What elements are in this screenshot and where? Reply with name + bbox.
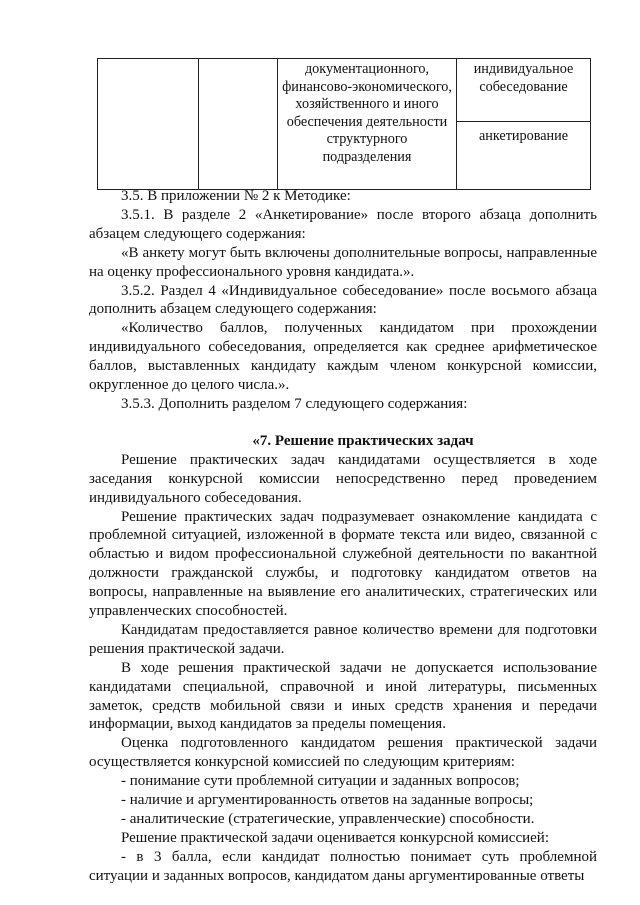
paragraph-tasks-timing: Решение практических задач кандидатами осуществляется в ходе заседания конкурсной комиссии непосредственно перед проведением индивидуального собеседования. xyxy=(89,451,597,506)
paragraph-3-5: 3.5. В приложении № 2 к Методике: xyxy=(121,188,351,204)
paragraph-restrictions: В ходе решения практической задачи не допускается использование кандидатами специальной, справочной и иной литературы, письменных заметок, средств мобильной связи и иных средств хранения и передачи информации, выход кандидатов за пределы помещения. xyxy=(89,659,597,733)
paragraph-evaluation-criteria: Оценка подготовленного кандидатом решения практической задачи осуществляется конкурсной комиссией по следующим критериям: xyxy=(89,735,597,771)
document-body xyxy=(89,187,597,886)
paragraph-quote-questionnaire: «В анкету могут быть включены дополнительные вопросы, направленные на оценку профессионального уровня кандидата.». xyxy=(89,244,597,280)
list-item: - аналитические (стратегические, управленческие) способности. xyxy=(121,811,535,827)
paragraph-score-3: - в 3 балла, если кандидат полностью понимает суть проблемной ситуации и заданных вопросов, кандидатом даны аргументированные ответы xyxy=(89,848,597,884)
table-cell-empty-2 xyxy=(199,59,278,190)
paragraph-3-5-3: 3.5.3. Дополнить разделом 7 следующего содержания: xyxy=(121,395,468,412)
paragraph-quote-interview-score: «Количество баллов, полученных кандидатом при прохождении индивидуального собеседования, определяется как среднее арифметическое баллов, выставленных кандидату каждым членом конкурсной комиссии, округленное до целого числа.». xyxy=(89,320,597,394)
paragraph-time-allotment: Кандидатам предоставляется равное количество времени для подготовки решения практической задачи. xyxy=(89,621,597,657)
method-questionnaire: анкетирование xyxy=(479,128,568,144)
table-cell-department-description xyxy=(278,59,457,190)
continuation-table xyxy=(97,58,591,190)
table-cell-methods xyxy=(457,59,591,190)
table-cell-empty-1 xyxy=(98,59,199,190)
paragraph-3-5-2: 3.5.2. Раздел 4 «Индивидуальное собеседование» после восьмого абзаца дополнить абзацем следующего содержания: xyxy=(89,282,597,318)
paragraph-tasks-definition: Решение практических задач подразумевает ознакомление кандидата с проблемной ситуацией, изложенной в формате текста или видео, связанной с областью и видом профессиональной служебной деятельности по вакантной должности гражданской службы, и подготовку кандидатом ответов на вопросы, направленные на выявление его аналитических, стратегических или управленческих способностей. xyxy=(89,508,597,620)
department-description-text: документационного, финансово-экономического, хозяйственного и иного обеспечения деятельности структурного подразделения xyxy=(282,61,452,165)
section-heading: «7. Решение практических задач xyxy=(252,432,474,449)
method-interview: индивидуальное собеседование xyxy=(457,59,590,122)
list-item: - наличие и аргументированность ответов на заданные вопросы; xyxy=(121,792,534,809)
paragraph-3-5-1: 3.5.1. В разделе 2 «Анкетирование» после второго абзаца дополнить абзацем следующего содержания: xyxy=(89,206,597,242)
paragraph-scoring-intro: Решение практической задачи оценивается конкурсной комиссией: xyxy=(121,829,549,846)
list-item: - понимание сути проблемной ситуации и заданных вопросов; xyxy=(121,773,520,790)
table-row xyxy=(98,59,591,190)
